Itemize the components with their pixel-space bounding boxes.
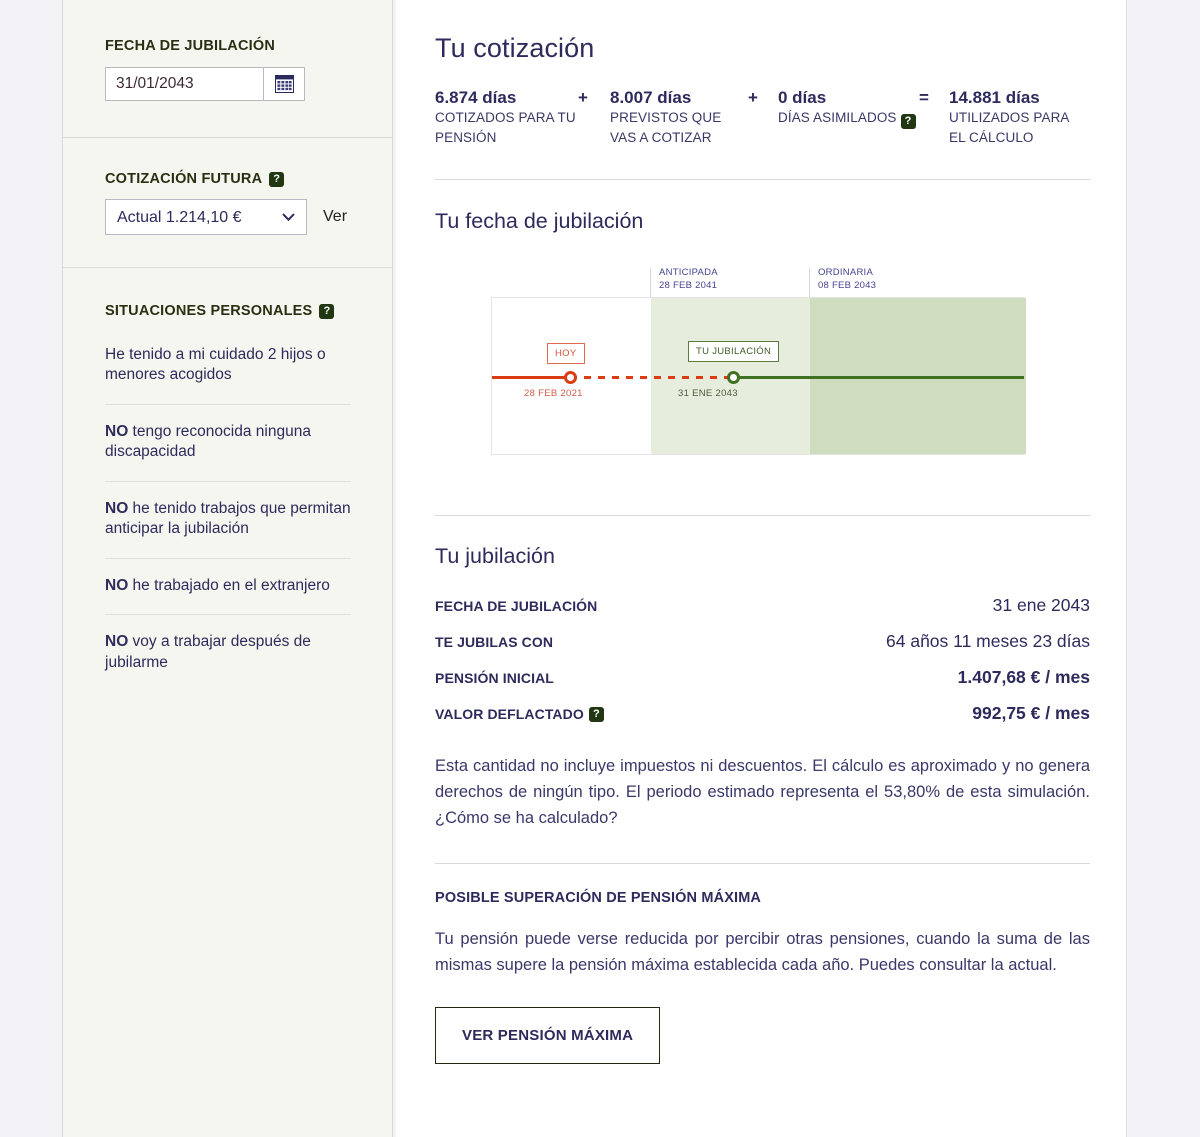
list-item[interactable] [105,328,351,404]
table-row [435,587,1090,623]
summary-caption [778,110,916,125]
list-item-strong: NO [105,633,129,651]
summary-operator: + [748,88,758,107]
timeline-plot-area [491,297,1025,455]
divider [435,515,1090,516]
summary-caption-text: DÍAS ASIMILADOS [778,110,897,125]
help-icon[interactable]: ? [589,707,604,722]
help-icon[interactable]: ? [901,114,916,129]
contribution-summary [435,88,1090,147]
jubilacion-note: Esta cantidad no incluye impuestos ni descuentos. El cálculo es aproximado y no genera derechos de ningún tipo. El periodo estimado representa el 53,80% de esta simulación. ¿Cómo se ha calculado? [435,757,1090,828]
list-item-strong: NO [105,422,129,440]
personal-situations-list [105,328,392,691]
detail-key-text: TE JUBILAS CON [435,634,554,651]
list-item-strong: NO [105,499,129,517]
list-item-text: he trabajado en el extranjero [128,576,330,594]
summary-value: 0 días [778,88,827,107]
main-content [396,0,1127,1137]
ver-pension-maxima-button[interactable]: VER PENSIÓN MÁXIMA [435,1007,660,1064]
table-row [435,695,1090,731]
list-item[interactable] [105,404,351,481]
detail-value: 992,75 € / mes [972,703,1090,724]
list-item-text: he tenido trabajos que permitan anticipar la jubilación [105,499,351,538]
detail-value: 31 ene 2043 [992,595,1090,616]
divider [435,863,1090,864]
sidebar [62,0,393,1137]
detail-key [435,598,597,614]
summary-caption: PREVISTOS QUE VAS A COTIZAR [610,110,722,145]
timeline-series-pasado [492,376,570,379]
summary-value: 14.881 días [949,88,1040,107]
future-contribution-select-wrap [105,199,307,235]
list-item-text: He tenido a mi cuidado 2 hijos o menores acogidos [105,346,326,384]
summary-operator: = [919,88,929,107]
detail-value: 1.407,68 € / mes [957,667,1090,688]
detail-key [435,670,554,686]
summary-column-forecast [610,88,748,147]
sidebar-section-personal-situations [63,268,392,691]
detail-key [435,706,604,722]
jubilacion-section-title: Tu jubilación [435,544,555,569]
boundary-date: 08 FEB 2043 [818,279,877,291]
timeline-series-previsto [570,376,733,379]
page-title: Tu cotización [435,33,595,63]
list-item-text: voy a trabajar después de jubilarme [105,633,311,671]
retirement-date-label-text: FECHA DE JUBILACIÓN [105,38,276,54]
future-contribution-label-text: COTIZACIÓN FUTURA [105,171,263,187]
table-row [435,659,1090,695]
jubilacion-details [435,587,1090,731]
retirement-date-label [105,38,392,54]
summary-column-total [949,88,1069,147]
list-item[interactable] [105,558,351,614]
boundary-label-anticipada [659,267,718,293]
detail-value: 64 años 11 meses 23 días [886,631,1090,652]
summary-value: 8.007 días [610,88,692,107]
future-contribution-row [105,199,392,235]
retirement-timeline-chart [435,256,1090,461]
summary-value: 6.874 días [435,88,517,107]
list-item-text: tengo reconocida ninguna discapacidad [105,422,311,461]
retirement-date-field [105,67,392,101]
detail-key-text: FECHA DE JUBILACIÓN [435,598,598,615]
detail-key-text: VALOR DEFLACTADO [435,706,584,723]
calendar-button[interactable] [263,67,305,101]
boundary-tick-ordinaria [809,268,810,298]
future-contribution-select[interactable] [105,199,307,235]
ver-link[interactable]: Ver [323,208,348,225]
boundary-name: ORDINARIA [818,267,874,279]
boundary-label-ordinaria [818,267,876,293]
summary-column-assimilated [778,88,919,147]
list-item[interactable] [105,614,351,691]
summary-caption: COTIZADOS PARA TU PENSIÓN [435,110,576,145]
divider [435,179,1090,180]
sidebar-section-future-contribution [63,138,392,267]
help-icon[interactable]: ? [269,172,284,187]
detail-key [435,634,553,650]
summary-column-contributed [435,88,578,147]
summary-caption: UTILIZADOS PARA EL CÁLCULO [949,110,1069,145]
boundary-date: 28 FEB 2041 [659,279,718,291]
max-pension-title: POSIBLE SUPERACIÓN DE PENSIÓN MÁXIMA [435,890,762,907]
personal-situations-label-text: SITUACIONES PERSONALES [105,303,313,319]
calendar-icon [275,75,294,93]
personal-situations-label [105,303,392,319]
detail-key-text: PENSIÓN INICIAL [435,670,554,687]
timeline-date-jubilacion: 31 ENE 2043 [678,388,738,400]
timeline-tag-hoy: HOY [547,343,585,364]
sidebar-section-retirement-date [63,0,392,137]
timeline-series-jubilado [733,376,1024,379]
help-icon[interactable]: ? [319,304,334,319]
summary-operator: + [578,88,588,107]
list-item[interactable] [105,481,351,558]
timeline-marker-hoy [564,371,577,384]
boundary-name: ANTICIPADA [659,267,718,279]
timeline-tag-jubilacion: TU JUBILACIÓN [688,341,779,362]
retirement-date-section-title: Tu fecha de jubilación [435,209,644,234]
list-item-strong: NO [105,576,129,594]
future-contribution-label [105,171,392,187]
max-pension-text: Tu pensión puede verse reducida por percibir otras pensiones, cuando la suma de las mismas supere la pensión máxima establecida cada año. Puedes consultar la actual. [435,930,1090,975]
boundary-tick-anticipada [650,268,651,298]
table-row [435,623,1090,659]
retirement-date-input[interactable] [105,67,263,101]
timeline-date-hoy: 28 FEB 2021 [524,388,583,400]
